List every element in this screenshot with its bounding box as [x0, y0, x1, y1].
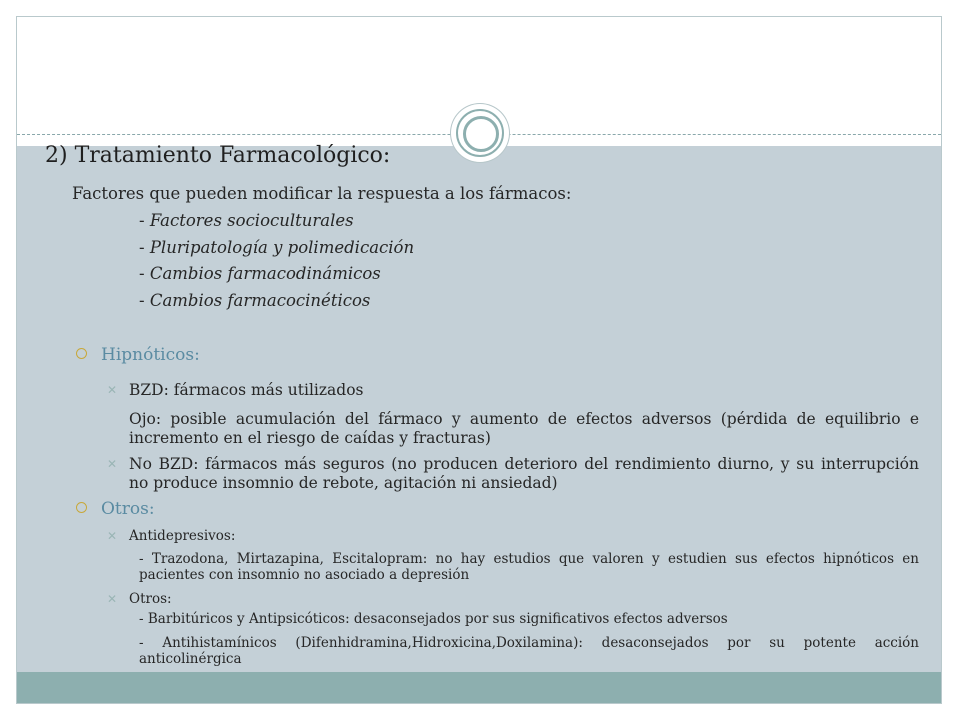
- factor-item: - Cambios farmacocinéticos: [139, 290, 371, 310]
- x-bullet-icon: ✕: [107, 457, 118, 471]
- factor-item: - Cambios farmacodinámicos: [139, 264, 381, 283]
- x-bullet-icon: ✕: [107, 592, 118, 606]
- slide-title: 2) Tratamiento Farmacológico:: [45, 143, 391, 168]
- intro-text: Factores que pueden modificar la respuesta a los fármacos:: [72, 184, 572, 203]
- factor-item: - Factores socioculturales: [139, 211, 354, 230]
- antidepresivos-item: ✕ Antidepresivos:: [107, 528, 236, 544]
- ring-inner: [463, 116, 499, 152]
- otros-list-item: - Barbitúricos y Antipsicóticos: desaconsejados por sus significativos efectos adversos: [139, 611, 728, 627]
- otros-heading: Otros:: [76, 499, 155, 519]
- ring-bullet-icon: [76, 502, 87, 513]
- circle-ornament-icon: [451, 104, 509, 162]
- otros-sub-item: ✕ Otros:: [107, 591, 172, 607]
- hipnoticos-heading: Hipnóticos:: [76, 345, 200, 365]
- x-bullet-icon: ✕: [107, 383, 118, 397]
- ring-bullet-icon: [76, 348, 87, 359]
- otros-list-item: - Antihistamínicos (Difenhidramina,Hidroxicina,Doxilamina): desaconsejados por su potente acción anticolinérgica: [139, 635, 919, 667]
- factor-item: - Pluripatología y polimedicación: [139, 237, 415, 257]
- bzd-item: ✕ BZD: fármacos más utilizados: [107, 381, 364, 399]
- factors-list: [139, 208, 414, 314]
- no-bzd-item: ✕ No BZD: fármacos más seguros (no producen deterioro del rendimiento diurno, y su interrupción no produce insomnio de rebote, agitación ni ansiedad): [107, 455, 919, 492]
- footer-band: [17, 672, 941, 703]
- bzd-note: Ojo: posible acumulación del fármaco y aumento de efectos adversos (pérdida de equilibrio e incremento en el riesgo de caídas y fracturas): [129, 410, 919, 447]
- antidepresivos-note: - Trazodona, Mirtazapina, Escitalopram: no hay estudios que valoren y estudien sus efectos hipnóticos en pacientes con insomnio no asociado a depresión: [139, 551, 919, 583]
- x-bullet-icon: ✕: [107, 529, 118, 543]
